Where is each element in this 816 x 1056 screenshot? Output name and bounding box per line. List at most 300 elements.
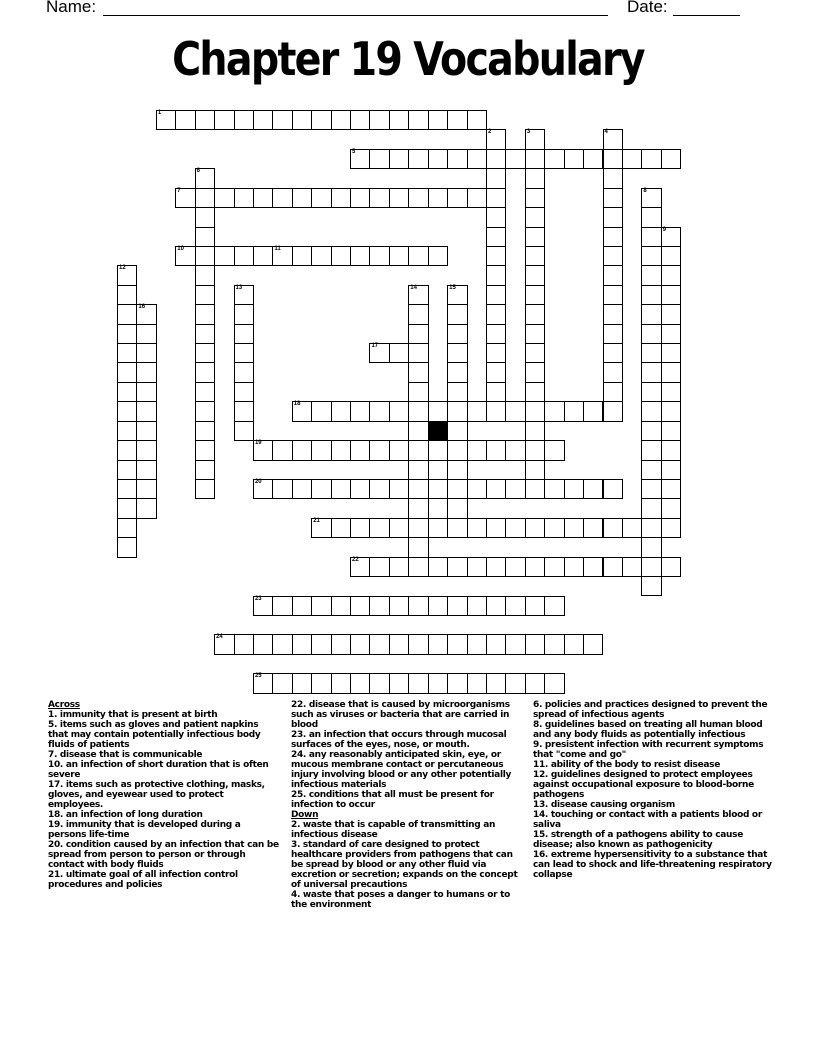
grid-cell[interactable] [641,440,661,460]
grid-cell[interactable] [583,149,603,169]
grid-cell[interactable] [428,596,448,616]
grid-cell[interactable] [525,382,545,402]
grid-cell[interactable] [544,557,564,577]
grid-cell[interactable] [369,673,389,693]
grid-cell[interactable] [350,188,370,208]
grid-cell[interactable] [350,401,370,421]
grid-cell[interactable] [525,188,545,208]
grid-cell[interactable] [292,479,312,499]
grid-cell[interactable] [505,518,525,538]
grid-cell[interactable] [117,518,137,538]
grid-cell[interactable] [525,557,545,577]
grid-cell[interactable] [525,440,545,460]
grid-cell[interactable] [408,246,428,266]
grid-cell[interactable] [661,421,681,441]
grid-cell[interactable] [544,596,564,616]
grid-cell[interactable] [641,479,661,499]
grid-cell[interactable] [117,498,137,518]
grid-cell[interactable] [428,557,448,577]
grid-cell[interactable] [195,207,215,227]
grid-cell[interactable] [311,596,331,616]
grid-cell[interactable] [447,460,467,480]
grid-cell[interactable] [525,324,545,344]
grid-cell[interactable] [311,110,331,130]
grid-cell[interactable] [389,110,409,130]
grid-cell[interactable] [253,673,273,693]
grid-cell[interactable] [428,149,448,169]
grid-cell[interactable] [234,285,254,305]
grid-cell[interactable] [408,343,428,363]
grid-cell[interactable] [428,246,448,266]
grid-cell[interactable] [292,401,312,421]
grid-cell[interactable] [117,285,137,305]
grid-cell[interactable] [292,110,312,130]
grid-cell[interactable] [447,362,467,382]
grid-cell[interactable] [544,634,564,654]
grid-cell[interactable] [641,401,661,421]
grid-cell[interactable] [486,265,506,285]
grid-cell[interactable] [641,576,661,596]
grid-cell[interactable] [544,149,564,169]
grid-cell[interactable] [311,673,331,693]
grid-cell[interactable] [661,362,681,382]
grid-cell[interactable] [311,518,331,538]
grid-cell[interactable] [117,421,137,441]
grid-cell[interactable] [408,188,428,208]
grid-cell[interactable] [641,149,661,169]
grid-cell[interactable] [583,401,603,421]
grid-cell[interactable] [253,188,273,208]
grid-cell[interactable] [603,246,623,266]
grid-cell[interactable] [641,421,661,441]
grid-cell[interactable] [486,227,506,247]
grid-cell[interactable] [486,246,506,266]
grid-cell[interactable] [603,324,623,344]
grid-cell[interactable] [661,401,681,421]
grid-cell[interactable] [350,479,370,499]
grid-cell[interactable] [447,285,467,305]
grid-cell[interactable] [136,304,156,324]
grid-cell[interactable] [195,421,215,441]
grid-cell[interactable] [486,285,506,305]
grid-cell[interactable] [525,673,545,693]
grid-cell[interactable] [641,498,661,518]
grid-cell[interactable] [428,479,448,499]
grid-cell[interactable] [195,460,215,480]
grid-cell[interactable] [564,557,584,577]
grid-cell[interactable] [525,304,545,324]
grid-cell[interactable] [389,440,409,460]
grid-cell[interactable] [369,246,389,266]
grid-cell[interactable] [331,479,351,499]
grid-cell[interactable] [311,188,331,208]
grid-cell[interactable] [195,479,215,499]
grid-cell[interactable] [641,557,661,577]
grid-cell[interactable] [525,634,545,654]
grid-cell[interactable] [389,246,409,266]
grid-cell[interactable] [234,401,254,421]
grid-cell[interactable] [525,460,545,480]
grid-cell[interactable] [447,673,467,693]
grid-cell[interactable] [641,343,661,363]
grid-cell[interactable] [525,168,545,188]
grid-cell[interactable] [544,440,564,460]
grid-cell[interactable] [603,168,623,188]
grid-cell[interactable] [428,440,448,460]
grid-cell[interactable] [661,285,681,305]
grid-cell[interactable] [117,479,137,499]
grid-cell[interactable] [331,518,351,538]
grid-cell[interactable] [136,421,156,441]
grid-cell[interactable] [486,596,506,616]
grid-cell[interactable] [486,518,506,538]
grid-cell[interactable] [525,362,545,382]
grid-cell[interactable] [622,149,642,169]
grid-cell[interactable] [467,188,487,208]
grid-cell[interactable] [195,265,215,285]
grid-cell[interactable] [117,362,137,382]
grid-cell[interactable] [369,557,389,577]
grid-cell[interactable] [447,634,467,654]
grid-cell[interactable] [408,285,428,305]
grid-cell[interactable] [641,518,661,538]
grid-cell[interactable] [544,673,564,693]
grid-cell[interactable] [408,460,428,480]
grid-cell[interactable] [350,673,370,693]
grid-cell[interactable] [369,596,389,616]
grid-cell[interactable] [661,460,681,480]
grid-cell[interactable] [311,634,331,654]
grid-cell[interactable] [603,129,623,149]
grid-cell[interactable] [467,634,487,654]
grid-cell[interactable] [136,460,156,480]
grid-cell[interactable] [331,401,351,421]
grid-cell[interactable] [447,401,467,421]
grid-cell[interactable] [292,440,312,460]
grid-cell[interactable] [136,343,156,363]
grid-cell[interactable] [311,479,331,499]
grid-cell[interactable] [544,401,564,421]
grid-cell[interactable] [641,362,661,382]
grid-cell[interactable] [486,207,506,227]
grid-cell[interactable] [641,285,661,305]
grid-cell[interactable] [486,479,506,499]
grid-cell[interactable] [408,634,428,654]
grid-cell[interactable] [525,596,545,616]
grid-cell[interactable] [253,634,273,654]
grid-cell[interactable] [486,168,506,188]
grid-cell[interactable] [641,246,661,266]
grid-cell[interactable] [583,518,603,538]
grid-cell[interactable] [486,673,506,693]
grid-cell[interactable] [331,246,351,266]
grid-cell[interactable] [641,227,661,247]
grid-cell[interactable] [525,518,545,538]
grid-cell[interactable] [331,188,351,208]
grid-cell[interactable] [175,188,195,208]
grid-cell[interactable] [525,129,545,149]
grid-cell[interactable] [117,324,137,344]
grid-cell[interactable] [603,518,623,538]
grid-cell[interactable] [253,479,273,499]
grid-cell[interactable] [117,265,137,285]
grid-cell[interactable] [195,285,215,305]
grid-cell[interactable] [428,188,448,208]
grid-cell[interactable] [641,382,661,402]
grid-cell[interactable] [253,110,273,130]
grid-cell[interactable] [136,401,156,421]
grid-cell[interactable] [447,557,467,577]
grid-cell[interactable] [661,227,681,247]
grid-cell[interactable] [564,634,584,654]
grid-cell[interactable] [292,673,312,693]
grid-cell[interactable] [331,110,351,130]
grid-cell[interactable] [136,498,156,518]
grid-cell[interactable] [467,557,487,577]
grid-cell[interactable] [311,401,331,421]
grid-cell[interactable] [136,479,156,499]
grid-cell[interactable] [214,246,234,266]
grid-cell[interactable] [389,401,409,421]
grid-cell[interactable] [272,440,292,460]
grid-cell[interactable] [175,110,195,130]
grid-cell[interactable] [350,149,370,169]
grid-cell[interactable] [408,537,428,557]
grid-cell[interactable] [350,557,370,577]
grid-cell[interactable] [408,382,428,402]
grid-cell[interactable] [447,498,467,518]
grid-cell[interactable] [195,110,215,130]
grid-cell[interactable] [603,362,623,382]
grid-cell[interactable] [641,265,661,285]
grid-cell[interactable] [603,188,623,208]
grid-cell[interactable] [136,362,156,382]
grid-cell[interactable] [195,382,215,402]
grid-cell[interactable] [467,479,487,499]
grid-cell[interactable] [622,557,642,577]
grid-cell[interactable] [467,110,487,130]
grid-cell[interactable] [389,149,409,169]
grid-cell[interactable] [641,207,661,227]
grid-cell[interactable] [564,149,584,169]
grid-cell[interactable] [195,440,215,460]
grid-cell[interactable] [661,518,681,538]
grid-cell[interactable] [408,518,428,538]
grid-cell[interactable] [661,382,681,402]
grid-cell[interactable] [253,596,273,616]
grid-cell[interactable] [369,188,389,208]
grid-cell[interactable] [486,382,506,402]
grid-cell[interactable] [311,246,331,266]
grid-cell[interactable] [408,673,428,693]
grid-cell[interactable] [603,227,623,247]
grid-cell[interactable] [447,479,467,499]
grid-cell[interactable] [350,634,370,654]
grid-cell[interactable] [156,110,176,130]
grid-cell[interactable] [525,479,545,499]
grid-cell[interactable] [447,110,467,130]
grid-cell[interactable] [486,362,506,382]
grid-cell[interactable] [486,129,506,149]
grid-cell[interactable] [234,110,254,130]
grid-cell[interactable] [331,440,351,460]
grid-cell[interactable] [117,460,137,480]
grid-cell[interactable] [272,188,292,208]
grid-cell[interactable] [350,440,370,460]
grid-cell[interactable] [428,518,448,538]
grid-cell[interactable] [408,110,428,130]
grid-cell[interactable] [195,304,215,324]
grid-cell[interactable] [234,304,254,324]
grid-cell[interactable] [661,304,681,324]
grid-cell[interactable] [428,110,448,130]
grid-cell[interactable] [505,634,525,654]
grid-cell[interactable] [505,440,525,460]
grid-cell[interactable] [272,596,292,616]
grid-cell[interactable] [389,673,409,693]
grid-cell[interactable] [117,304,137,324]
grid-cell[interactable] [292,596,312,616]
grid-cell[interactable] [214,188,234,208]
grid-cell[interactable] [564,479,584,499]
grid-cell[interactable] [525,401,545,421]
grid-cell[interactable] [583,634,603,654]
grid-cell[interactable] [603,265,623,285]
grid-cell[interactable] [447,440,467,460]
grid-cell[interactable] [486,188,506,208]
grid-cell[interactable] [467,401,487,421]
grid-cell[interactable] [505,149,525,169]
grid-cell[interactable] [369,401,389,421]
grid-cell[interactable] [525,227,545,247]
grid-cell[interactable] [447,324,467,344]
grid-cell[interactable] [408,440,428,460]
grid-cell[interactable] [603,343,623,363]
grid-cell[interactable] [292,188,312,208]
grid-cell[interactable] [467,673,487,693]
grid-cell[interactable] [234,362,254,382]
grid-cell[interactable] [505,596,525,616]
grid-cell[interactable] [544,518,564,538]
grid-cell[interactable] [661,246,681,266]
grid-cell[interactable] [486,343,506,363]
grid-cell[interactable] [175,246,195,266]
grid-cell[interactable] [583,479,603,499]
grid-cell[interactable] [272,634,292,654]
grid-cell[interactable] [486,149,506,169]
grid-cell[interactable] [292,634,312,654]
grid-cell[interactable] [641,537,661,557]
grid-cell[interactable] [234,343,254,363]
grid-cell[interactable] [369,110,389,130]
grid-cell[interactable] [603,304,623,324]
grid-cell[interactable] [234,382,254,402]
grid-cell[interactable] [467,596,487,616]
grid-cell[interactable] [408,498,428,518]
grid-cell[interactable] [661,440,681,460]
grid-cell[interactable] [603,557,623,577]
grid-cell[interactable] [350,246,370,266]
grid-cell[interactable] [486,634,506,654]
grid-cell[interactable] [447,518,467,538]
grid-cell[interactable] [389,343,409,363]
grid-cell[interactable] [253,440,273,460]
grid-cell[interactable] [350,518,370,538]
grid-cell[interactable] [525,421,545,441]
grid-cell[interactable] [272,673,292,693]
grid-cell[interactable] [661,479,681,499]
grid-cell[interactable] [214,110,234,130]
grid-cell[interactable] [603,382,623,402]
grid-cell[interactable] [408,596,428,616]
grid-cell[interactable] [195,227,215,247]
grid-cell[interactable] [195,246,215,266]
grid-cell[interactable] [389,634,409,654]
grid-cell[interactable] [641,324,661,344]
grid-cell[interactable] [525,149,545,169]
grid-cell[interactable] [408,479,428,499]
grid-cell[interactable] [389,557,409,577]
grid-cell[interactable] [447,149,467,169]
grid-cell[interactable] [661,498,681,518]
grid-cell[interactable] [544,479,564,499]
grid-cell[interactable] [486,440,506,460]
grid-cell[interactable] [117,343,137,363]
grid-cell[interactable] [428,673,448,693]
grid-cell[interactable] [428,634,448,654]
grid-cell[interactable] [505,673,525,693]
grid-cell[interactable] [389,188,409,208]
grid-cell[interactable] [408,304,428,324]
grid-cell[interactable] [525,265,545,285]
grid-cell[interactable] [292,246,312,266]
grid-cell[interactable] [486,557,506,577]
grid-cell[interactable] [136,324,156,344]
grid-cell[interactable] [447,343,467,363]
grid-cell[interactable] [467,440,487,460]
grid-cell[interactable] [136,382,156,402]
grid-cell[interactable] [428,401,448,421]
grid-cell[interactable] [195,343,215,363]
grid-cell[interactable] [641,304,661,324]
grid-cell[interactable] [195,188,215,208]
grid-cell[interactable] [331,596,351,616]
grid-cell[interactable] [603,207,623,227]
grid-cell[interactable] [234,634,254,654]
grid-cell[interactable] [641,188,661,208]
grid-cell[interactable] [369,343,389,363]
grid-cell[interactable] [603,479,623,499]
grid-cell[interactable] [272,246,292,266]
grid-cell[interactable] [661,324,681,344]
grid-cell[interactable] [408,324,428,344]
grid-cell[interactable] [661,343,681,363]
grid-cell[interactable] [117,382,137,402]
grid-cell[interactable] [408,149,428,169]
grid-cell[interactable] [505,479,525,499]
grid-cell[interactable] [583,557,603,577]
grid-cell[interactable] [369,149,389,169]
grid-cell[interactable] [525,207,545,227]
grid-cell[interactable] [603,285,623,305]
grid-cell[interactable] [603,149,623,169]
grid-cell[interactable] [272,110,292,130]
grid-cell[interactable] [350,110,370,130]
grid-cell[interactable] [564,401,584,421]
grid-cell[interactable] [408,401,428,421]
grid-cell[interactable] [136,440,156,460]
grid-cell[interactable] [486,304,506,324]
